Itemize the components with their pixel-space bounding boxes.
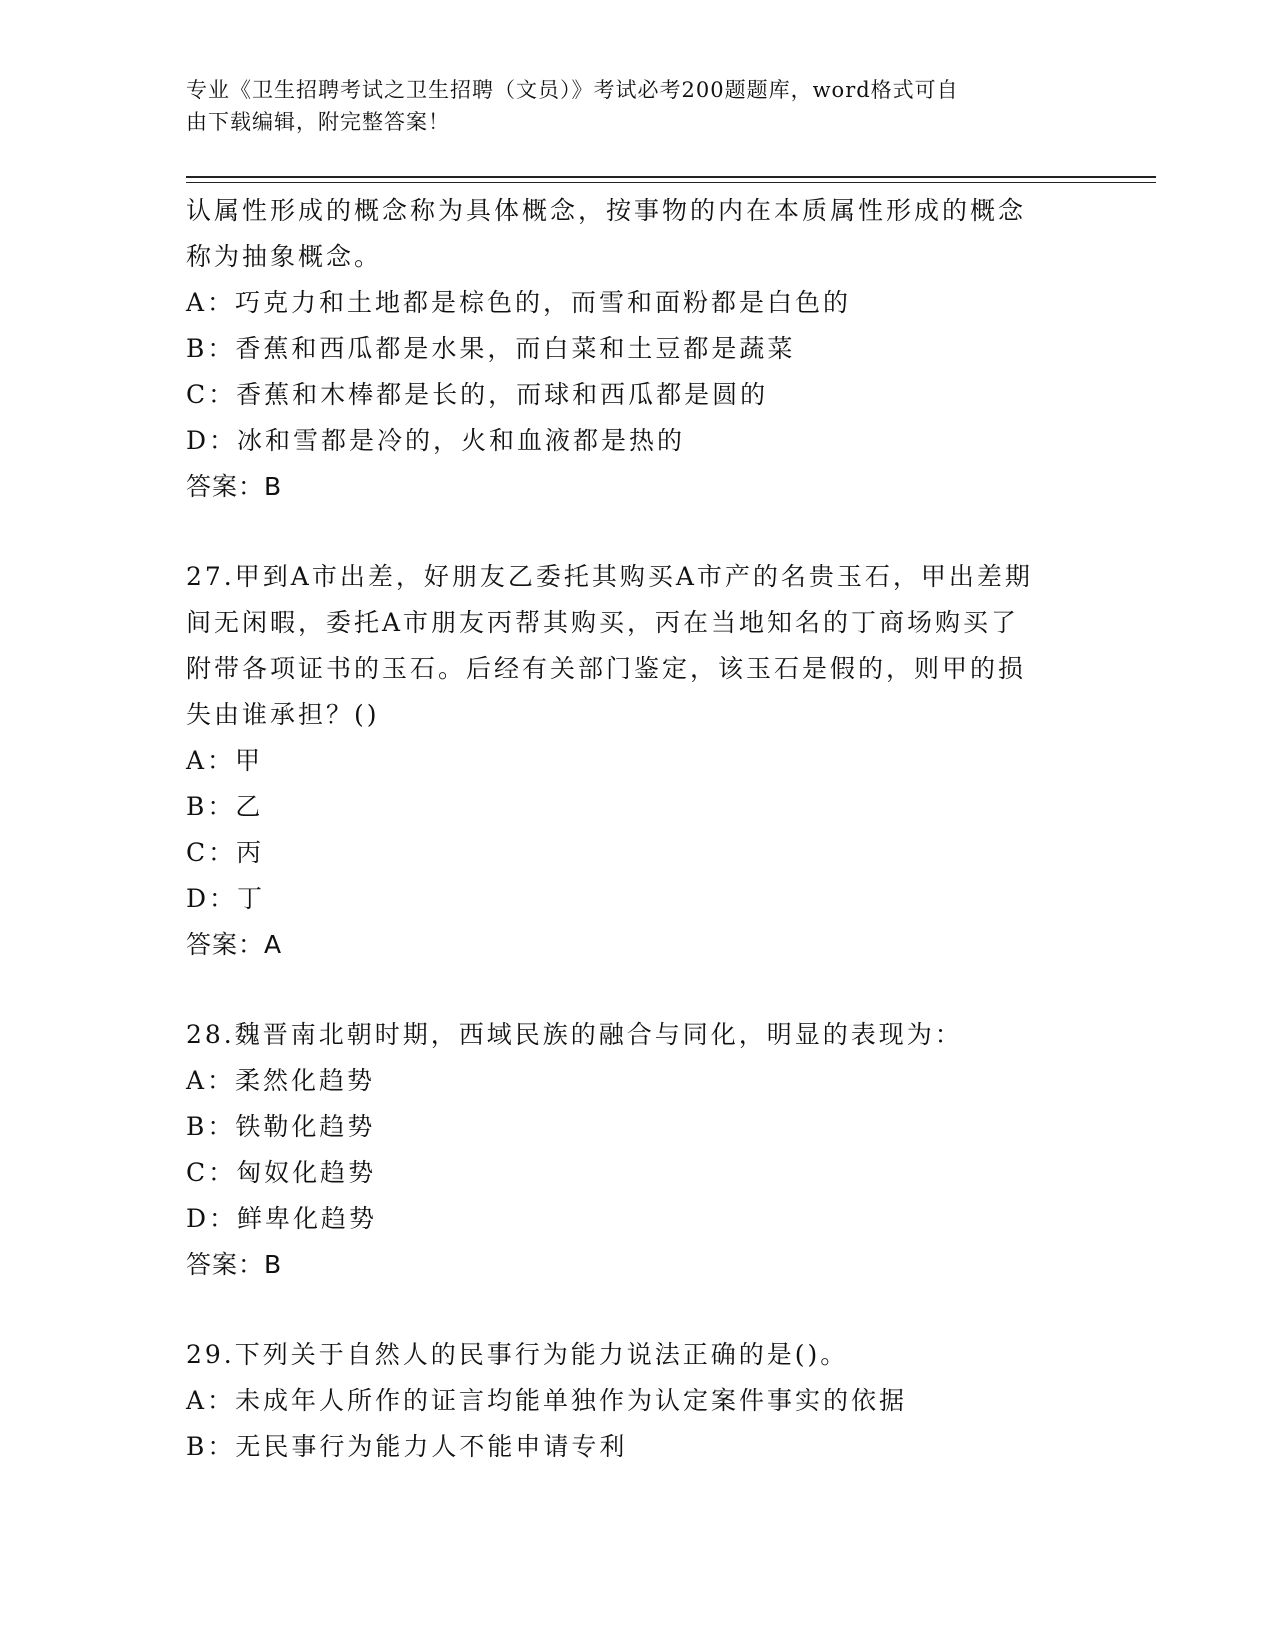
option-c: C：匈奴化趋势: [186, 1158, 377, 1187]
option-b: B：铁勒化趋势: [186, 1112, 376, 1141]
option-c: C：丙: [186, 838, 265, 867]
option-b: B：乙: [186, 792, 264, 821]
document-body: [186, 188, 1086, 1470]
option-d: D：丁: [186, 884, 266, 913]
header-rule-thick: [186, 176, 1156, 178]
question-28: [186, 1012, 1086, 1288]
option-d: D：鲜卑化趋势: [186, 1204, 378, 1233]
option-d: D：冰和雪都是冷的，火和血液都是热的: [186, 426, 686, 455]
question-text-line: 29.下列关于自然人的民事行为能力说法正确的是()。: [186, 1340, 849, 1369]
option-a: A：未成年人所作的证言均能单独作为认定案件事实的依据: [186, 1386, 908, 1415]
answer-line: 答案：B: [186, 1250, 283, 1279]
option-a: A：柔然化趋势: [186, 1066, 376, 1095]
question-27: [186, 554, 1086, 968]
document-header: [186, 74, 1066, 138]
option-b: B：无民事行为能力人不能申请专利: [186, 1432, 628, 1461]
question-text-line: 失由谁承担？(): [186, 700, 380, 729]
question-29: [186, 1332, 1086, 1470]
option-a: A：甲: [186, 746, 264, 775]
question-text-line: 28.魏晋南北朝时期，西域民族的融合与同化，明显的表现为：: [186, 1020, 963, 1049]
question-text-line: 间无闲暇，委托A市朋友丙帮其购买，丙在当地知名的丁商场购买了: [186, 608, 1020, 637]
option-c: C：香蕉和木棒都是长的，而球和西瓜都是圆的: [186, 380, 769, 409]
question-text-line: 称为抽象概念。: [186, 242, 383, 271]
header-rule-thin: [186, 182, 1156, 183]
option-b: B：香蕉和西瓜都是水果，而白菜和土豆都是蔬菜: [186, 334, 796, 363]
question-text-line: 认属性形成的概念称为具体概念，按事物的内在本质属性形成的概念: [186, 196, 1027, 225]
option-a: A：巧克力和土地都是棕色的，而雪和面粉都是白色的: [186, 288, 852, 317]
header-line-1: 专业《卫生招聘考试之卫生招聘（文员）》考试必考200题题库，word格式可自: [186, 78, 959, 102]
header-line-2: 由下载编辑，附完整答案！: [186, 110, 450, 134]
answer-line: 答案：A: [186, 930, 283, 959]
question-text-line: 附带各项证书的玉石。后经有关部门鉴定，该玉石是假的，则甲的损: [186, 654, 1027, 683]
question-text-line: 27.甲到A市出差，好朋友乙委托其购买A市产的名贵玉石，甲出差期: [186, 562, 1033, 591]
question-26-continuation: [186, 188, 1086, 510]
answer-line: 答案：B: [186, 472, 283, 501]
